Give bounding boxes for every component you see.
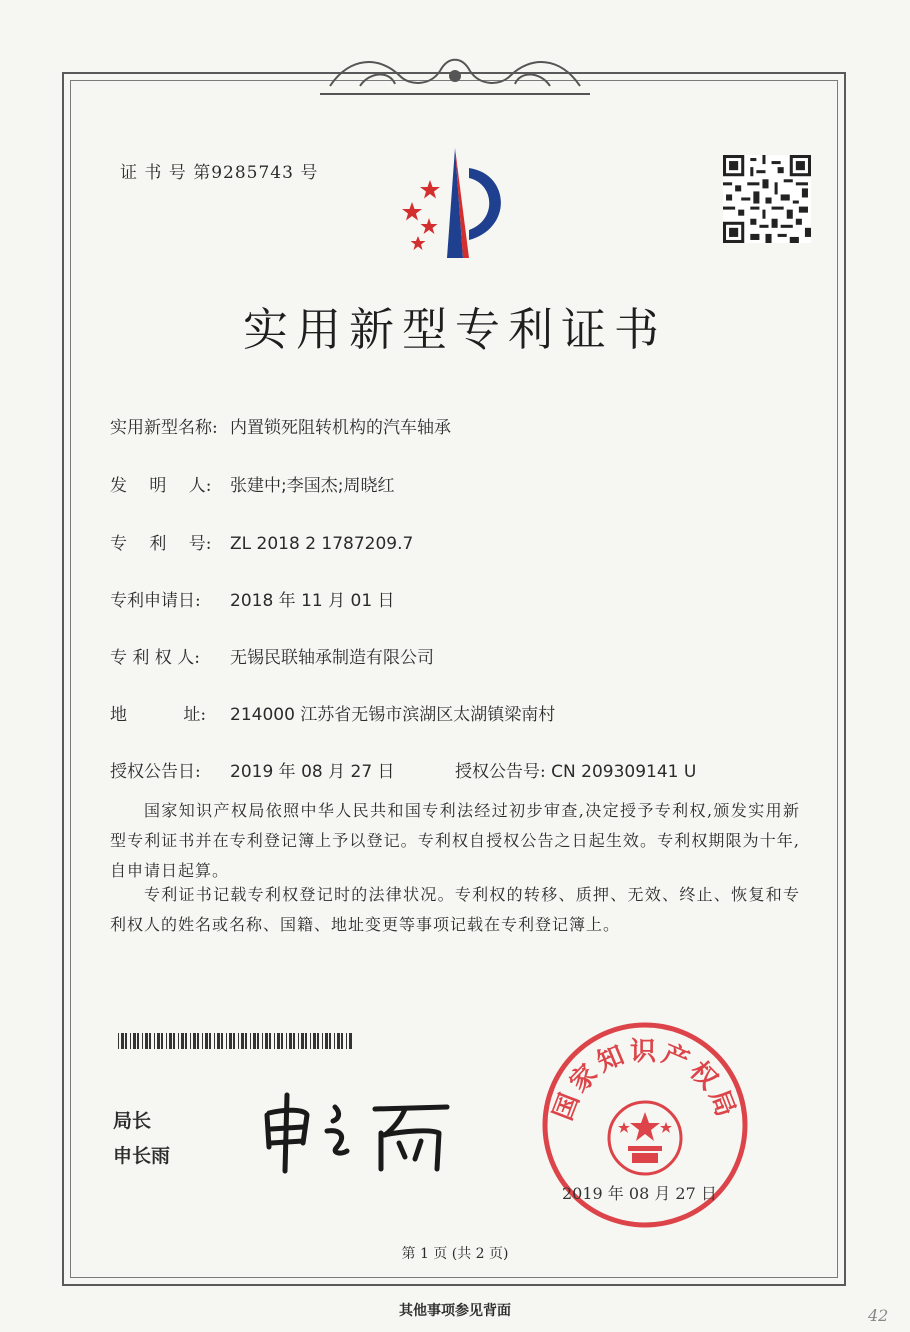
field-value: 无锡民联轴承制造有限公司 <box>230 648 434 668</box>
top-ornament-icon <box>320 46 590 106</box>
field-value: 内置锁死阻转机构的汽车轴承 <box>230 418 451 438</box>
seal-date: 2019 年 08 月 27 日 <box>562 1184 717 1203</box>
cnipa-logo-icon <box>385 140 525 260</box>
field-label: 授权公告号: <box>455 762 546 782</box>
field-patent-number <box>110 529 413 554</box>
field-label: 专利申请日: <box>110 591 201 611</box>
field-inventors <box>110 471 394 496</box>
field-value: 张建中;李国杰;周晓红 <box>230 476 395 496</box>
field-label: 专 利 号: <box>110 534 212 554</box>
field-utility-model-name <box>110 413 451 438</box>
field-filing-date <box>110 586 395 611</box>
corner-handwritten-mark: 42 <box>868 1306 889 1325</box>
field-value: ZL 2018 2 1787209.7 <box>230 534 414 554</box>
certificate-number: 证 书 号 第9285743 号 <box>120 163 319 183</box>
field-label: 专 利 权 人: <box>110 648 200 668</box>
page-number: 第 1 页 (共 2 页) <box>401 1246 509 1262</box>
certificate-paragraph-1: 国家知识产权局依照中华人民共和国专利法经过初步审查,决定授予专利权,颁发实用新型专利证书并在专利登记簿上予以登记。专利权自授权公告之日起生效。专利权期限为十年,自申请日起算。 <box>110 801 800 880</box>
field-value: CN 209309141 U <box>551 762 697 782</box>
director-signature-icon <box>255 1085 455 1175</box>
certificate-paragraph-2: 专利证书记载专利权登记时的法律状况。专利权的转移、质押、无效、终止、恢复和专利权人的姓名或名称、国籍、地址变更等事项记载在专利登记簿上。 <box>110 885 800 934</box>
director-name: 申长雨 <box>113 1145 171 1167</box>
field-value: 2019 年 08 月 27 日 <box>230 762 395 782</box>
field-grant-date <box>110 757 395 782</box>
field-value: 214000 江苏省无锡市滨湖区太湖镇梁南村 <box>230 705 556 725</box>
field-value: 2018 年 11 月 01 日 <box>230 591 395 611</box>
qr-code-icon <box>723 155 811 243</box>
field-address <box>110 700 555 725</box>
director-title: 局长 <box>113 1110 152 1132</box>
field-grant-publication-number <box>455 757 696 782</box>
field-label: 授权公告日: <box>110 762 201 782</box>
svg-text:国家知识产权局: 国家知识产权局 <box>548 1037 742 1125</box>
certificate-title: 实用新型专利证书 <box>242 303 667 356</box>
back-note: 其他事项参见背面 <box>399 1303 511 1319</box>
field-label: 地 址: <box>110 705 207 725</box>
barcode-icon <box>118 1033 353 1049</box>
field-label: 实用新型名称: <box>110 418 218 438</box>
field-patentee <box>110 643 434 668</box>
field-label: 发 明 人: <box>110 476 212 496</box>
